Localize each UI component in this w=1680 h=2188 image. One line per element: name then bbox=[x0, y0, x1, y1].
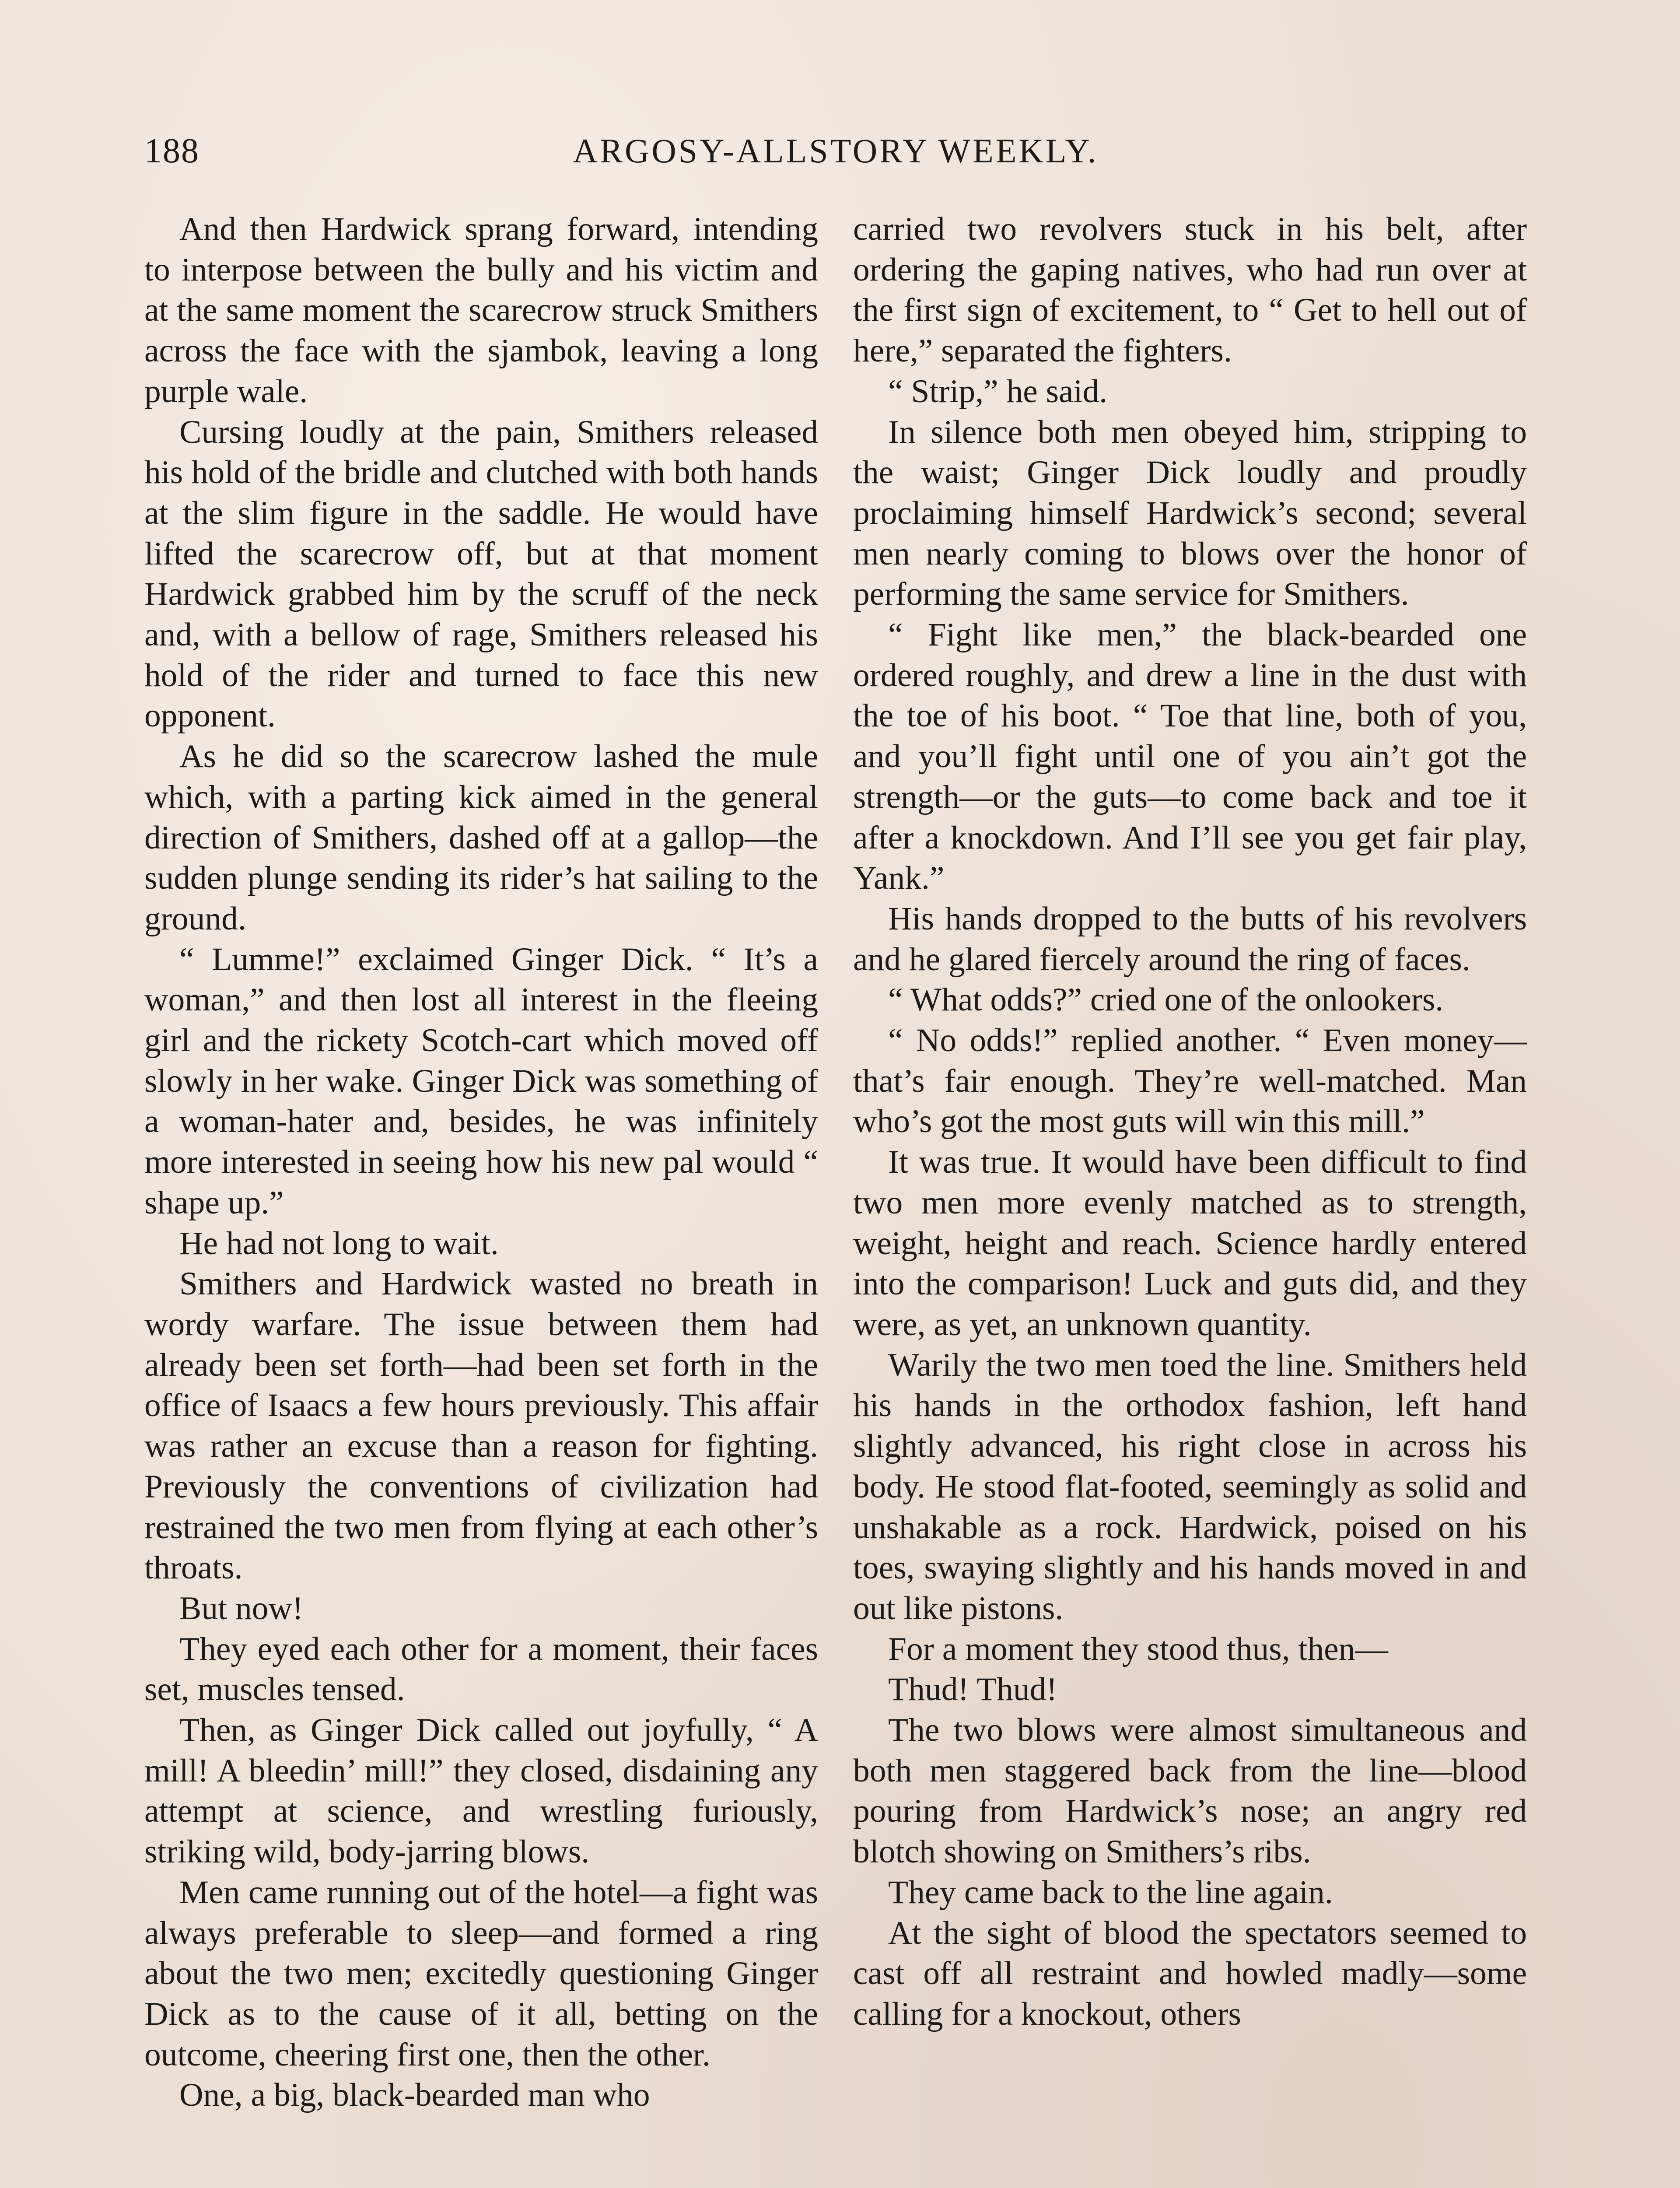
paragraph: In silence both men obeyed him, stripping to the waist; Ginger Dick loudly and proudly proclaiming himself Hardwick’s second; several men nearly coming to blows over the honor of performing the same service for Smithers. bbox=[853, 414, 1527, 613]
paragraph: Smithers and Hardwick wasted no breath in wordy warfare. The issue between them had already been set forth—had been set forth in the office of Isaacs a few hours previously. This affair was rather an excuse than a reason for fighting. Previously the conventions of civilization had restrained the two men from flying at each other’s throats. bbox=[144, 1266, 818, 1586]
paragraph: As he did so the scarecrow lashed the mule which, with a parting kick aimed in the general direction of Smithers, dashed off at a gallop—the sudden plunge sending its rider’s hat sailing to the ground. bbox=[144, 738, 818, 937]
paragraph: “ What odds?” cried one of the onlookers. bbox=[888, 982, 1444, 1018]
paragraph: Men came running out of the hotel—a fight was always preferable to sleep—and formed a ring about the two men; excitedly questioning Ginger Dick as to the cause of it all, betting on the outcome, cheering first one, then the other. bbox=[144, 1874, 818, 2073]
paragraph: “ Fight like men,” the black-bearded one ordered roughly, and drew a line in the dust with the toe of his boot. “ Toe that line, both of you, and you’ll fight until one of you ain’t got the strength—or the guts—to come back and toe it after a knockdown. And I’ll see you get fair play, Yank.” bbox=[853, 617, 1527, 897]
paragraph: “ Lumme!” exclaimed Ginger Dick. “ It’s a woman,” and then lost all interest in the fleeing girl and the rickety Scotch-cart which moved off slowly in her wake. Ginger Dick was something of a woman-hater and, besides, he was infinitely more interested in seeing how his new pal would “ shape up.” bbox=[144, 941, 818, 1221]
paragraph: “ Strip,” he said. bbox=[888, 373, 1108, 410]
paragraph: One, a big, black-bearded man who bbox=[179, 2077, 650, 2114]
paragraph: “ No odds!” replied another. “ Even money—that’s fair enough. They’re well-matched. Man who’s got the most guts will win this mill.” bbox=[853, 1022, 1527, 1140]
paragraph: They eyed each other for a moment, their faces set, muscles tensed. bbox=[144, 1630, 818, 1708]
paragraph: But now! bbox=[179, 1590, 304, 1627]
paragraph: The two blows were almost simultaneous and both men staggered back from the line—blood pouring from Hardwick’s nose; an angry red blotch showing on Smithers’s ribs. bbox=[853, 1712, 1527, 1870]
paragraph: And then Hardwick sprang forward, intending to interpose between the bully and his victim and at the same moment the scarecrow struck Smithers across the face with the sjambok, leaving a long purple wale. bbox=[144, 211, 818, 410]
paragraph: For a moment they stood thus, then— bbox=[888, 1630, 1388, 1667]
page-number: 188 bbox=[144, 132, 200, 170]
paragraph: carried two revolvers stuck in his belt, after ordering the gaping natives, who had run over at the first sign of excitement, to “ Get to hell out of here,” separated the fighters. bbox=[853, 211, 1527, 369]
page-header bbox=[144, 131, 1527, 179]
left-column bbox=[144, 209, 818, 2116]
paragraph: At the sight of blood the spectators seemed to cast off all restraint and howled madly—some calling for a knockout, others bbox=[853, 1914, 1527, 2032]
running-head: ARGOSY-ALLSTORY WEEKLY. bbox=[573, 132, 1099, 170]
paragraph: It was true. It would have been difficult to find two men more evenly matched as to strength, weight, height and reach. Science hardly entered into the comparison! Luck and guts did, and they were, as yet, an unknown quantity. bbox=[853, 1144, 1527, 1343]
right-column bbox=[853, 209, 1527, 2035]
paragraph: He had not long to wait. bbox=[179, 1225, 499, 1262]
paragraph: Then, as Ginger Dick called out joyfully, “ A mill! A bleedin’ mill!” they closed, disdaining any attempt at science, and wrestling furiously, striking wild, body-jarring blows. bbox=[144, 1712, 818, 1870]
paragraph: Cursing loudly at the pain, Smithers released his hold of the bridle and clutched with both hands at the slim figure in the saddle. He would have lifted the scarecrow off, but at that moment Hardwick grabbed him by the scruff of the neck and, with a bellow of rage, Smithers released his hold of the rider and turned to face this new opponent. bbox=[144, 414, 818, 734]
paragraph: Warily the two men toed the line. Smithers held his hands in the orthodox fashion, left hand slightly advanced, his right close in across his body. He stood flat-footed, seemingly as solid and unshakable as a rock. Hardwick, poised on his toes, swaying slightly and his hands moved in and out like pistons. bbox=[853, 1346, 1527, 1627]
paragraph: His hands dropped to the butts of his revolvers and he glared fiercely around the ring of faces. bbox=[853, 900, 1527, 978]
paragraph: They came back to the line again. bbox=[888, 1874, 1333, 1911]
paragraph: Thud! Thud! bbox=[888, 1671, 1057, 1708]
